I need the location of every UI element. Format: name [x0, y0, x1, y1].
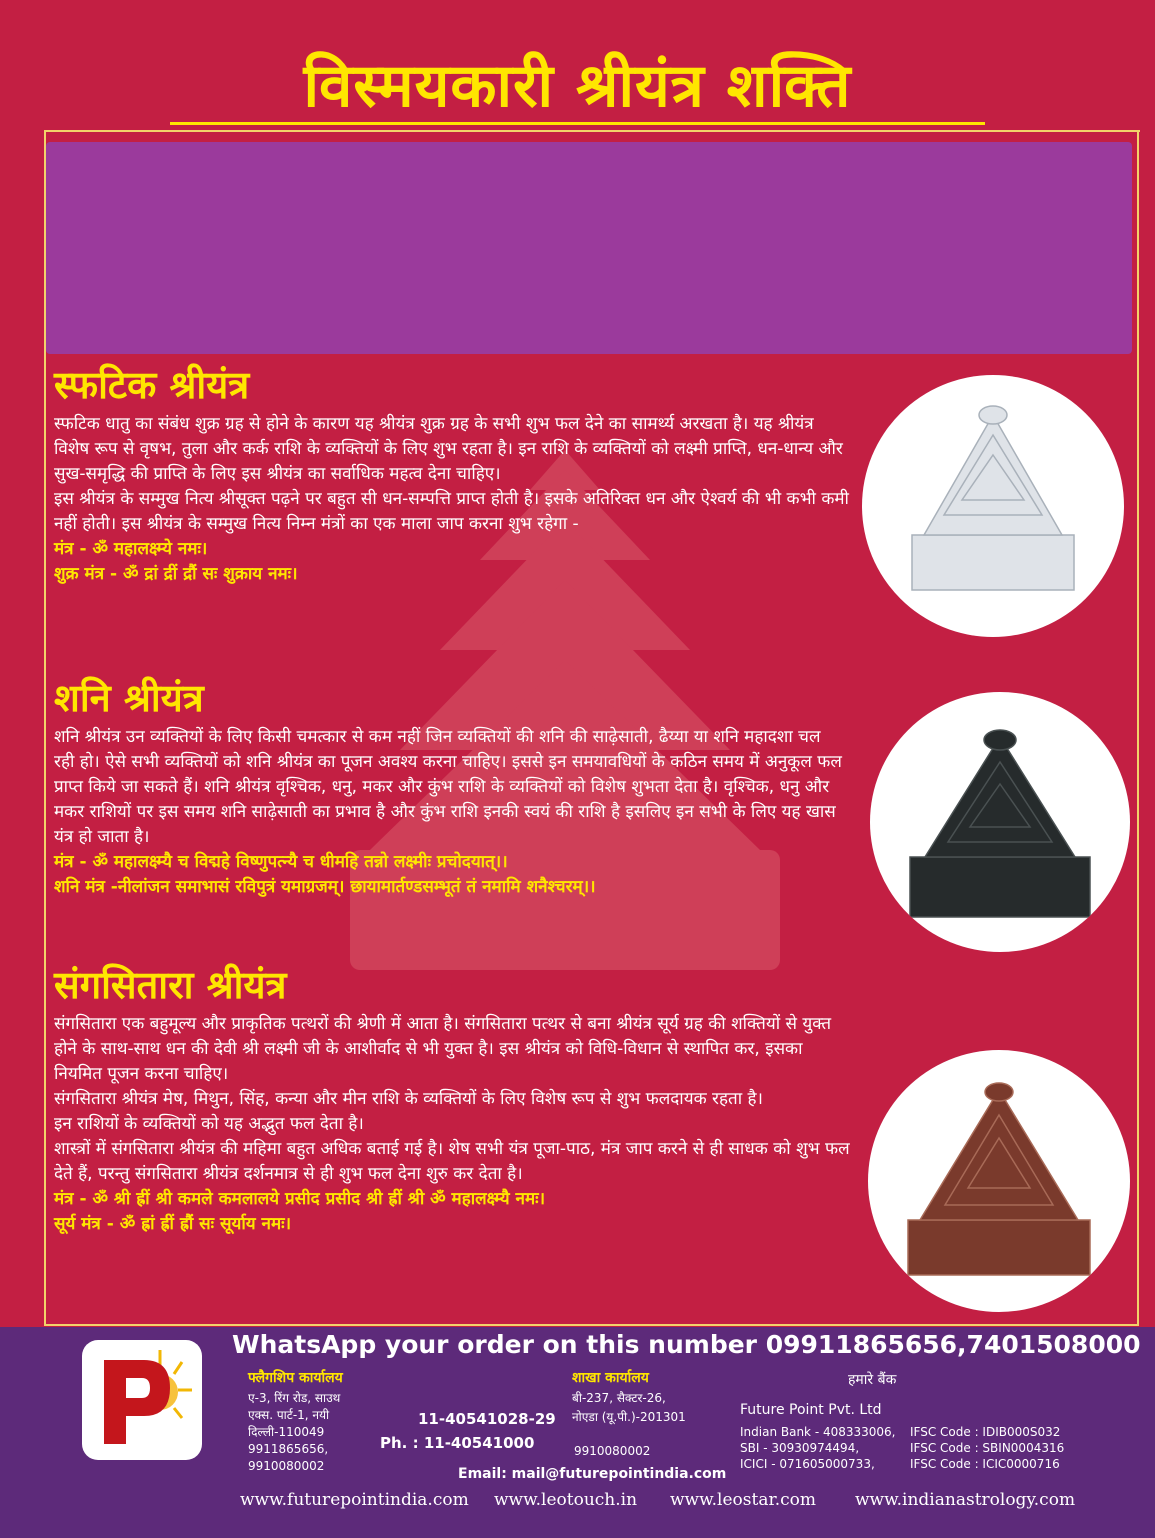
flagship-address-line: एक्स. पार्ट-1, नयी [248, 1408, 330, 1422]
mantra-line: मंत्र - ॐ महालक्ष्म्यै च विद्महे विष्णुपत्न्यै च धीमहि तन्नो लक्ष्मीः प्रचोदयात्।। [54, 852, 508, 872]
sangsitara-yantra-photo [868, 1050, 1130, 1312]
frame-border-right [1137, 130, 1139, 1325]
website-link[interactable]: www.leostar.com [670, 1490, 817, 1510]
bank-account: ICICI - 071605000733, [740, 1457, 875, 1471]
mantra-line: शुक्र मंत्र - ॐ द्रां द्रीं द्रौं सः शुक्राय नमः। [54, 564, 298, 584]
flagship-office-title: फ्लैगशिप कार्यालय [248, 1370, 343, 1386]
frame-border-bottom [44, 1324, 1139, 1326]
flagship-address-line: ए-3, रिंग रोड, साउथ [248, 1391, 341, 1405]
bank-ifsc: IFSC Code : ICIC0000716 [910, 1457, 1060, 1471]
section-sangsitara [54, 962, 854, 1237]
title-underline [170, 122, 985, 125]
sphatik-yantra-photo [862, 375, 1124, 637]
section-title: स्फटिक श्रीयंत्र [54, 363, 250, 407]
bank-account: Indian Bank - 408333006, [740, 1425, 896, 1439]
bank-section-title: हमारे बैंक [848, 1372, 897, 1388]
contact-email[interactable]: Email: mail@futurepointindia.com [458, 1466, 727, 1482]
section-paragraph: शनि श्रीयंत्र उन व्यक्तियों के लिए किसी चमत्कार से कम नहीं जिन व्यक्तियों की शनि की साढ़ेसाती, ढैय्या या शनि महादशा चल रही हो। ऐसे सभी व्यक्तियों को शनि श्रीयंत्र का पूजन अवश्य करना चाहिए। इससे इन समयावधियों के कठिन समय में अनुकूल फल प्राप्त किये जा सकते हैं। शनि श्रीयंत्र वृश्चिक, धनु, मकर और कुंभ राशि के व्यक्तियों को विशेष शुभता देता है। वृश्चिक, धनु और मकर राशियों पर इस समय शनि साढ़ेसाती का प्रभाव है और कुंभ राशि इनकी स्वयं की राशि है इसलिए इन सभी के लिए यह खास यंत्र हो जाता है। [54, 727, 842, 847]
frame-border-top [45, 130, 1140, 133]
section-paragraph: इन राशियों के व्यक्तियों को यह अद्भुत फल देता है। [54, 1114, 364, 1134]
section-paragraph: संगसितारा श्रीयंत्र मेष, मिथुन, सिंह, कन्या और मीन राशि के व्यक्तियों के लिए विशेष रूप से शुभ फलदायक रहता है। [54, 1089, 763, 1109]
shani-yantra-photo [870, 692, 1130, 952]
flagship-address-line: दिल्ली-110049 [248, 1425, 325, 1439]
mantra-line: मंत्र - ॐ महालक्ष्म्ये नमः। [54, 539, 208, 559]
branch-address-line: नोएडा (यू.पी.)-201301 [572, 1410, 686, 1424]
section-title: शनि श्रीयंत्र [54, 676, 204, 720]
flagship-phone: 9911865656, [248, 1442, 329, 1456]
branch-office-title: शाखा कार्यालय [572, 1370, 649, 1386]
section-paragraph: स्फटिक धातु का संबंध शुक्र ग्रह से होने के कारण यह श्रीयंत्र शुक्र ग्रह के सभी शुभ फल देने का सामर्थ्य अरखता है। यह श्रीयंत्र विशेष रूप से वृषभ, तुला और कर्क राशि के व्यक्तियों के लिए शुभ रहता है। इन राशि के व्यक्तियों को लक्ष्मी प्राप्ति, धन-धान्य और सुख-समृद्धि की प्राप्ति के लिए इस श्रीयंत्र का सर्वाधिक महत्व देना चाहिए। [54, 414, 843, 484]
mantra-line: सूर्य मंत्र - ॐ ह्रां ह्रीं ह्रौं सः सूर्याय नमः। [54, 1214, 292, 1234]
flagship-phone: 9910080002 [248, 1459, 325, 1473]
section-shani [54, 675, 844, 900]
section-paragraph: शास्त्रों में संगसितारा श्रीयंत्र की महिमा बहुत अधिक बताई गई है। शेष सभी यंत्र पूजा-पाठ, मंत्र जाप करने से ही साधक को शुभ फल देते हैं, परन्तु संगसितारा श्रीयंत्र दर्शनमात्र से ही शुभ फल देना शुरु कर देता है। [54, 1139, 850, 1184]
bank-ifsc: IFSC Code : SBIN0004316 [910, 1441, 1065, 1455]
office-phone-1: 11-40541028-29 [418, 1410, 556, 1428]
bank-account: SBI - 30930974494, [740, 1441, 860, 1455]
section-sphatik [54, 362, 854, 587]
purple-banner-box [46, 142, 1132, 354]
bank-ifsc: IFSC Code : IDIB000S032 [910, 1425, 1061, 1439]
website-link[interactable]: www.indianastrology.com [855, 1490, 1076, 1510]
website-link[interactable]: www.futurepointindia.com [240, 1490, 469, 1510]
company-name: Future Point Pvt. Ltd [740, 1402, 882, 1418]
section-paragraph: संगसितारा एक बहुमूल्य और प्राकृतिक पत्थरों की श्रेणी में आता है। संगसितारा पत्थर से बना श्रीयंत्र सूर्य ग्रह की शक्तियों से युक्त होने के साथ-साथ धन की देवी श्री लक्ष्मी जी के आशीर्वाद से भी युक्त है। इस श्रीयंत्र को विधि-विधान से स्थापित कर, इसका नियमित पूजन करना चाहिए। [54, 1014, 832, 1084]
whatsapp-order-text: WhatsApp your order on this number 09911865656,7401508000 [232, 1330, 1141, 1359]
branch-address-line: बी-237, सैक्टर-26, [572, 1391, 666, 1405]
mantra-line: मंत्र - ॐ श्री ह्रीं श्री कमले कमलालये प्रसीद प्रसीद श्री ह्रीं श्री ॐ महालक्ष्म्यै नमः। [54, 1189, 546, 1209]
header [0, 0, 1155, 130]
mantra-line: शनि मंत्र -नीलांजन समाभासं रविपुत्रं यमाग्रजम्। छायामार्तण्डसम्भूतं तं नमामि शनैश्चरम्।। [54, 877, 596, 897]
section-paragraph: इस श्रीयंत्र के सम्मुख नित्य श्रीसूक्त पढ़ने पर बहुत सी धन-सम्पत्ति प्राप्त होती है। इसके अतिरिक्त धन और ऐश्वर्य की भी कभी कमी नहीं होती। इस श्रीयंत्र के सम्मुख नित्य निम्न मंत्रों का एक माला जाप करना शुभ रहेगा - [54, 489, 849, 534]
future-point-logo [82, 1340, 202, 1460]
website-link[interactable]: www.leotouch.in [494, 1490, 638, 1510]
section-title: संगसितारा श्रीयंत्र [54, 963, 287, 1007]
page-title: विस्मयकारी श्रीयंत्र शक्ति [303, 51, 852, 121]
branch-phone: 9910080002 [574, 1444, 651, 1458]
office-phone-2: Ph. : 11-40541000 [380, 1434, 535, 1452]
